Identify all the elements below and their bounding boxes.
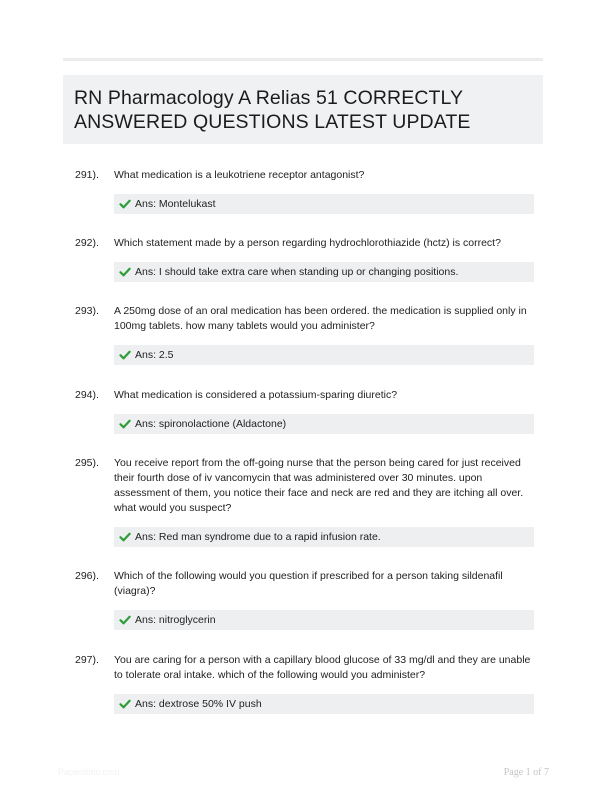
qa-item bbox=[75, 168, 545, 214]
answer-text: Ans: spironolactione (Aldactone) bbox=[135, 418, 287, 430]
check-icon bbox=[119, 349, 131, 361]
answer-box bbox=[114, 414, 534, 434]
question-text: Which statement made by a person regarding hydrochlorothiazide (hctz) is correct? bbox=[114, 237, 501, 249]
answer-box bbox=[114, 345, 534, 365]
answer-box bbox=[114, 694, 534, 714]
qa-item bbox=[75, 456, 545, 547]
question-number: 293). bbox=[75, 305, 99, 317]
document-title bbox=[74, 86, 533, 134]
answer-box bbox=[114, 194, 534, 214]
answer-box bbox=[114, 527, 534, 547]
check-icon bbox=[119, 266, 131, 278]
title-line-1: RN Pharmacology A Relias 51 CORRECTLY bbox=[74, 87, 464, 109]
qa-item bbox=[75, 388, 545, 434]
page-indicator: Page 1 of 7 bbox=[503, 767, 549, 778]
answer-text: Ans: 2.5 bbox=[135, 349, 174, 361]
qa-item bbox=[75, 653, 545, 714]
question-text: A 250mg dose of an oral medication has been ordered. the medication is supplied only in 100mg tablets. how many tablets would you administer? bbox=[114, 305, 527, 332]
answer-text: Ans: I should take extra care when standing up or changing positions. bbox=[135, 266, 459, 278]
question-number: 294). bbox=[75, 389, 99, 401]
question-text: Which of the following would you question if prescribed for a person taking sildenafil (viagra)? bbox=[114, 570, 503, 597]
question-number: 292). bbox=[75, 237, 99, 249]
question-number: 295). bbox=[75, 457, 99, 469]
answer-box bbox=[114, 262, 534, 282]
answer-box bbox=[114, 610, 534, 630]
check-icon bbox=[119, 418, 131, 430]
question-text: What medication is a leukotriene receptor antagonist? bbox=[114, 169, 365, 181]
top-divider bbox=[63, 58, 543, 61]
qa-item bbox=[75, 236, 545, 282]
answer-text: Ans: Montelukast bbox=[135, 198, 216, 210]
watermark: Paperlibtic.com bbox=[58, 767, 120, 777]
check-icon bbox=[119, 698, 131, 710]
answer-text: Ans: dextrose 50% IV push bbox=[135, 698, 262, 710]
answer-text: Ans: nitroglycerin bbox=[135, 614, 216, 626]
check-icon bbox=[119, 198, 131, 210]
question-text: You are caring for a person with a capillary blood glucose of 33 mg/dl and they are unable to tolerate oral intake. which of the following would you administer? bbox=[114, 654, 531, 681]
question-number: 297). bbox=[75, 654, 99, 666]
answer-text: Ans: Red man syndrome due to a rapid infusion rate. bbox=[135, 531, 381, 543]
check-icon bbox=[119, 531, 131, 543]
check-icon bbox=[119, 614, 131, 626]
question-text: What medication is considered a potassium-sparing diuretic? bbox=[114, 389, 398, 401]
question-text: You receive report from the off-going nurse that the person being cared for just received their fourth dose of iv vancomycin that was administered over 30 minutes. upon assessment of them, you notice their face and neck are red and they are itching all over. what would you suspect? bbox=[114, 457, 524, 514]
qa-item bbox=[75, 569, 545, 630]
document-title-block bbox=[63, 75, 543, 144]
title-line-2: ANSWERED QUESTIONS LATEST UPDATE bbox=[74, 111, 471, 133]
question-number: 291). bbox=[75, 169, 99, 181]
qa-item bbox=[75, 304, 545, 365]
question-number: 296). bbox=[75, 570, 99, 582]
